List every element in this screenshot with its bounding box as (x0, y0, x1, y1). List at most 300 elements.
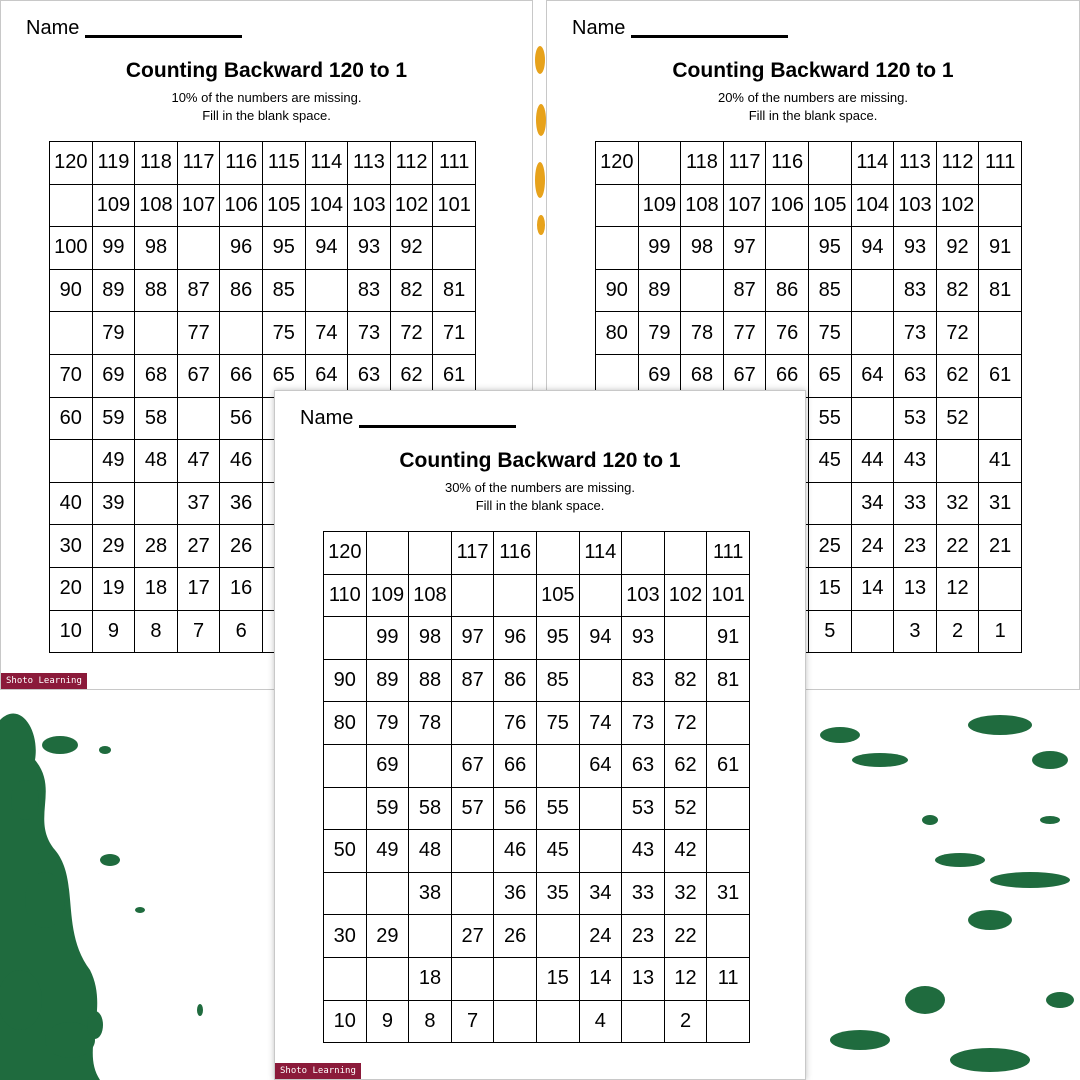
grid-row (324, 872, 750, 915)
grid-cell: 45 (536, 830, 579, 873)
grid-cell: 11 (707, 957, 750, 1000)
grid-row (50, 184, 476, 227)
grid-cell (851, 610, 894, 653)
grid-cell: 46 (220, 440, 263, 483)
grid-cell: 46 (494, 830, 537, 873)
grid-cell: 103 (894, 184, 937, 227)
grid-row (596, 184, 1022, 227)
grid-cell (808, 482, 851, 525)
grid-cell: 18 (409, 957, 452, 1000)
grid-cell (324, 744, 367, 787)
grid-cell: 87 (177, 269, 220, 312)
green-splash-right (820, 715, 1074, 1072)
grid-cell: 81 (979, 269, 1022, 312)
grid-cell: 104 (851, 184, 894, 227)
grid-row (50, 312, 476, 355)
grid-cell: 15 (536, 957, 579, 1000)
grid-cell: 64 (851, 354, 894, 397)
grid-cell (851, 312, 894, 355)
grid-cell: 3 (894, 610, 937, 653)
grid-cell: 55 (536, 787, 579, 830)
grid-cell: 29 (92, 525, 135, 568)
grid-cell: 90 (50, 269, 93, 312)
grid-cell: 52 (936, 397, 979, 440)
grid-cell: 27 (451, 915, 494, 958)
grid-cell (451, 830, 494, 873)
grid-cell: 115 (262, 142, 305, 185)
grid-cell (305, 269, 348, 312)
grid-cell: 39 (92, 482, 135, 525)
grid-cell: 80 (324, 702, 367, 745)
grid-cell: 59 (366, 787, 409, 830)
grid-cell (707, 702, 750, 745)
grid-cell (366, 532, 409, 575)
grid-cell: 80 (596, 312, 639, 355)
grid-cell: 30 (50, 525, 93, 568)
grid-cell: 9 (92, 610, 135, 653)
grid-cell: 6 (220, 610, 263, 653)
grid-cell: 10 (50, 610, 93, 653)
grid-row (324, 617, 750, 660)
grid-cell: 82 (664, 659, 707, 702)
grid-cell: 78 (681, 312, 724, 355)
brand-label: Shoto Learning (1, 673, 87, 689)
grid-cell (177, 227, 220, 270)
grid-cell: 34 (579, 872, 622, 915)
grid-cell: 12 (664, 957, 707, 1000)
grid-cell: 116 (494, 532, 537, 575)
grid-cell: 1 (979, 610, 1022, 653)
grid-cell: 102 (664, 574, 707, 617)
grid-cell: 75 (808, 312, 851, 355)
grid-cell: 103 (348, 184, 391, 227)
grid-cell: 2 (936, 610, 979, 653)
grid-row (596, 227, 1022, 270)
grid-cell: 111 (707, 532, 750, 575)
grid-cell: 86 (494, 659, 537, 702)
grid-cell: 114 (851, 142, 894, 185)
grid-cell: 106 (220, 184, 263, 227)
grid-cell: 87 (451, 659, 494, 702)
grid-cell: 13 (894, 567, 937, 610)
grid-cell: 107 (177, 184, 220, 227)
grid-cell: 31 (707, 872, 750, 915)
grid-cell (135, 312, 178, 355)
grid-cell: 81 (433, 269, 476, 312)
grid-cell: 73 (894, 312, 937, 355)
grid-cell: 30 (324, 915, 367, 958)
grid-cell: 82 (936, 269, 979, 312)
grid-cell: 99 (92, 227, 135, 270)
grid-cell (135, 482, 178, 525)
grid-cell: 113 (348, 142, 391, 185)
grid-cell (451, 957, 494, 1000)
grid-cell (536, 532, 579, 575)
grid-cell: 114 (305, 142, 348, 185)
grid-cell (979, 397, 1022, 440)
grid-cell: 109 (638, 184, 681, 227)
grid-cell: 90 (596, 269, 639, 312)
grid-cell: 7 (177, 610, 220, 653)
grid-cell: 95 (536, 617, 579, 660)
grid-row (324, 702, 750, 745)
grid-cell: 78 (409, 702, 452, 745)
grid-cell: 61 (433, 354, 476, 397)
grid-row (324, 659, 750, 702)
grid-cell: 75 (262, 312, 305, 355)
grid-cell: 117 (177, 142, 220, 185)
grid-cell: 75 (536, 702, 579, 745)
grid-cell: 16 (220, 567, 263, 610)
grid-cell (494, 1000, 537, 1043)
grid-cell: 76 (766, 312, 809, 355)
worksheet-subtitle: 30% of the numbers are missing. (444, 480, 636, 495)
grid-cell: 21 (979, 525, 1022, 568)
grid-cell: 120 (50, 142, 93, 185)
grid-cell: 113 (894, 142, 937, 185)
name-field (572, 17, 788, 40)
grid-cell: 14 (579, 957, 622, 1000)
grid-cell (851, 397, 894, 440)
worksheet-title: Counting Backward 120 to 1 (672, 59, 954, 82)
grid-cell: 36 (494, 872, 537, 915)
grid-cell (979, 567, 1022, 610)
grid-cell: 28 (135, 525, 178, 568)
grid-cell: 59 (92, 397, 135, 440)
grid-row (50, 227, 476, 270)
grid-cell: 97 (723, 227, 766, 270)
grid-cell: 69 (92, 354, 135, 397)
grid-cell: 43 (894, 440, 937, 483)
grid-cell: 67 (451, 744, 494, 787)
grid-cell (664, 532, 707, 575)
grid-cell (536, 744, 579, 787)
grid-cell: 47 (177, 440, 220, 483)
grid-cell: 58 (135, 397, 178, 440)
grid-cell: 79 (366, 702, 409, 745)
grid-cell: 64 (305, 354, 348, 397)
grid-cell: 40 (50, 482, 93, 525)
grid-cell (324, 957, 367, 1000)
grid-cell (220, 312, 263, 355)
grid-cell: 79 (92, 312, 135, 355)
grid-cell: 8 (409, 1000, 452, 1043)
grid-cell: 105 (808, 184, 851, 227)
grid-cell: 105 (536, 574, 579, 617)
grid-cell: 98 (409, 617, 452, 660)
grid-cell: 37 (177, 482, 220, 525)
grid-row (50, 142, 476, 185)
grid-cell: 36 (220, 482, 263, 525)
grid-cell (366, 872, 409, 915)
grid-cell: 87 (723, 269, 766, 312)
grid-cell: 88 (135, 269, 178, 312)
grid-cell: 99 (366, 617, 409, 660)
grid-cell (50, 312, 93, 355)
grid-cell (936, 440, 979, 483)
name-field (300, 407, 516, 430)
grid-cell: 49 (92, 440, 135, 483)
grid-cell: 118 (135, 142, 178, 185)
grid-cell: 94 (579, 617, 622, 660)
brand-label: Shoto Learning (275, 1063, 361, 1079)
grid-cell: 109 (366, 574, 409, 617)
grid-cell: 27 (177, 525, 220, 568)
grid-cell (681, 269, 724, 312)
grid-cell: 7 (451, 1000, 494, 1043)
grid-cell: 73 (348, 312, 391, 355)
grid-cell: 19 (92, 567, 135, 610)
grid-cell: 91 (707, 617, 750, 660)
grid-cell: 22 (936, 525, 979, 568)
grid-cell: 14 (851, 567, 894, 610)
grid-cell: 33 (894, 482, 937, 525)
grid-cell (494, 957, 537, 1000)
grid-cell: 83 (348, 269, 391, 312)
grid-cell: 116 (766, 142, 809, 185)
grid-cell: 105 (262, 184, 305, 227)
grid-cell (366, 957, 409, 1000)
name-label: Name (26, 17, 80, 39)
grid-cell (979, 312, 1022, 355)
grid-row (324, 1000, 750, 1043)
grid-cell: 108 (681, 184, 724, 227)
grid-cell: 76 (494, 702, 537, 745)
grid-cell: 35 (536, 872, 579, 915)
grid-cell (766, 227, 809, 270)
grid-cell: 107 (723, 184, 766, 227)
grid-cell: 43 (622, 830, 665, 873)
grid-cell (433, 227, 476, 270)
grid-cell: 104 (305, 184, 348, 227)
grid-cell (579, 787, 622, 830)
grid-cell (707, 915, 750, 958)
number-grid (323, 531, 750, 1043)
grid-cell: 12 (936, 567, 979, 610)
grid-cell (622, 532, 665, 575)
grid-cell: 83 (894, 269, 937, 312)
worksheet-instruction: Fill in the blank space. (202, 108, 331, 123)
grid-row (324, 830, 750, 873)
grid-cell: 109 (92, 184, 135, 227)
worksheet-subtitle: 10% of the numbers are missing. (171, 90, 362, 105)
grid-cell: 117 (723, 142, 766, 185)
grid-cell: 118 (681, 142, 724, 185)
grid-cell: 77 (177, 312, 220, 355)
grid-cell: 95 (808, 227, 851, 270)
grid-row (324, 574, 750, 617)
grid-cell: 57 (451, 787, 494, 830)
grid-cell: 26 (220, 525, 263, 568)
grid-cell: 62 (936, 354, 979, 397)
grid-cell: 68 (135, 354, 178, 397)
grid-cell: 108 (135, 184, 178, 227)
grid-cell: 108 (409, 574, 452, 617)
grid-cell (494, 574, 537, 617)
orange-splash (535, 46, 546, 235)
grid-cell: 13 (622, 957, 665, 1000)
grid-cell: 24 (851, 525, 894, 568)
grid-cell: 90 (324, 659, 367, 702)
grid-cell: 94 (851, 227, 894, 270)
grid-cell: 71 (433, 312, 476, 355)
grid-cell: 64 (579, 744, 622, 787)
grid-cell: 111 (433, 142, 476, 185)
grid-cell: 48 (409, 830, 452, 873)
grid-cell: 67 (723, 354, 766, 397)
grid-cell (409, 744, 452, 787)
grid-cell (596, 227, 639, 270)
grid-cell (707, 830, 750, 873)
grid-cell: 41 (979, 440, 1022, 483)
grid-cell (50, 184, 93, 227)
grid-cell: 99 (638, 227, 681, 270)
grid-cell (451, 872, 494, 915)
grid-cell (579, 830, 622, 873)
grid-cell: 66 (766, 354, 809, 397)
worksheet-title: Counting Backward 120 to 1 (399, 449, 681, 472)
grid-cell: 106 (766, 184, 809, 227)
grid-cell: 66 (220, 354, 263, 397)
grid-cell (979, 184, 1022, 227)
grid-cell: 89 (366, 659, 409, 702)
name-blank-line (85, 35, 242, 38)
grid-cell: 61 (707, 744, 750, 787)
grid-cell (409, 532, 452, 575)
grid-cell: 22 (664, 915, 707, 958)
grid-cell: 67 (177, 354, 220, 397)
grid-cell (409, 915, 452, 958)
grid-cell: 101 (433, 184, 476, 227)
grid-cell (664, 617, 707, 660)
grid-cell: 112 (390, 142, 433, 185)
grid-cell (707, 1000, 750, 1043)
grid-cell: 81 (707, 659, 750, 702)
grid-cell: 23 (894, 525, 937, 568)
grid-row (596, 312, 1022, 355)
grid-cell: 97 (451, 617, 494, 660)
grid-cell (622, 1000, 665, 1043)
grid-cell: 45 (808, 440, 851, 483)
grid-cell: 111 (979, 142, 1022, 185)
grid-cell: 96 (220, 227, 263, 270)
grid-cell: 66 (494, 744, 537, 787)
grid-cell: 82 (390, 269, 433, 312)
grid-cell: 52 (664, 787, 707, 830)
grid-cell: 32 (664, 872, 707, 915)
name-label: Name (572, 17, 626, 39)
worksheet-title: Counting Backward 120 to 1 (125, 59, 408, 82)
grid-cell: 77 (723, 312, 766, 355)
name-blank-line (631, 35, 788, 38)
grid-cell: 61 (979, 354, 1022, 397)
grid-cell: 73 (622, 702, 665, 745)
grid-cell (50, 440, 93, 483)
grid-cell: 93 (894, 227, 937, 270)
grid-cell: 96 (494, 617, 537, 660)
grid-cell: 69 (366, 744, 409, 787)
grid-cell: 102 (936, 184, 979, 227)
grid-cell: 49 (366, 830, 409, 873)
grid-cell: 95 (262, 227, 305, 270)
grid-cell: 65 (808, 354, 851, 397)
grid-cell: 62 (390, 354, 433, 397)
grid-cell: 89 (92, 269, 135, 312)
grid-cell: 116 (220, 142, 263, 185)
grid-cell: 101 (707, 574, 750, 617)
grid-cell: 31 (979, 482, 1022, 525)
grid-cell: 63 (894, 354, 937, 397)
grid-cell: 85 (808, 269, 851, 312)
grid-cell (579, 574, 622, 617)
grid-cell: 2 (664, 1000, 707, 1043)
grid-cell: 91 (979, 227, 1022, 270)
grid-cell: 9 (366, 1000, 409, 1043)
grid-cell: 58 (409, 787, 452, 830)
grid-row (324, 532, 750, 575)
grid-cell: 29 (366, 915, 409, 958)
grid-cell: 72 (390, 312, 433, 355)
grid-cell: 15 (808, 567, 851, 610)
worksheet-30-percent (274, 390, 806, 1080)
grid-cell: 92 (390, 227, 433, 270)
grid-cell: 85 (536, 659, 579, 702)
grid-row (596, 142, 1022, 185)
name-label: Name (300, 407, 354, 429)
grid-cell: 63 (622, 744, 665, 787)
grid-cell: 63 (348, 354, 391, 397)
grid-cell: 98 (135, 227, 178, 270)
grid-row (324, 787, 750, 830)
grid-cell: 33 (622, 872, 665, 915)
grid-cell: 26 (494, 915, 537, 958)
grid-cell: 42 (664, 830, 707, 873)
grid-cell: 112 (936, 142, 979, 185)
grid-cell: 117 (451, 532, 494, 575)
name-field (26, 17, 242, 40)
grid-cell: 72 (936, 312, 979, 355)
worksheet-subtitle: 20% of the numbers are missing. (717, 90, 909, 105)
grid-cell: 86 (766, 269, 809, 312)
grid-cell (808, 142, 851, 185)
grid-cell: 94 (305, 227, 348, 270)
grid-row (596, 269, 1022, 312)
grid-cell: 18 (135, 567, 178, 610)
grid-cell: 50 (324, 830, 367, 873)
worksheet-instruction: Fill in the blank space. (748, 108, 878, 123)
grid-cell: 32 (936, 482, 979, 525)
grid-cell: 23 (622, 915, 665, 958)
grid-cell (536, 915, 579, 958)
grid-cell: 53 (894, 397, 937, 440)
grid-cell: 86 (220, 269, 263, 312)
grid-cell: 55 (808, 397, 851, 440)
grid-cell: 79 (638, 312, 681, 355)
grid-cell: 102 (390, 184, 433, 227)
grid-cell: 83 (622, 659, 665, 702)
grid-cell (851, 269, 894, 312)
grid-cell (324, 787, 367, 830)
grid-cell (596, 184, 639, 227)
grid-cell: 93 (622, 617, 665, 660)
grid-cell: 98 (681, 227, 724, 270)
grid-cell: 10 (324, 1000, 367, 1043)
name-blank-line (359, 425, 516, 428)
grid-cell: 89 (638, 269, 681, 312)
grid-cell: 110 (324, 574, 367, 617)
grid-cell: 24 (579, 915, 622, 958)
grid-cell: 17 (177, 567, 220, 610)
